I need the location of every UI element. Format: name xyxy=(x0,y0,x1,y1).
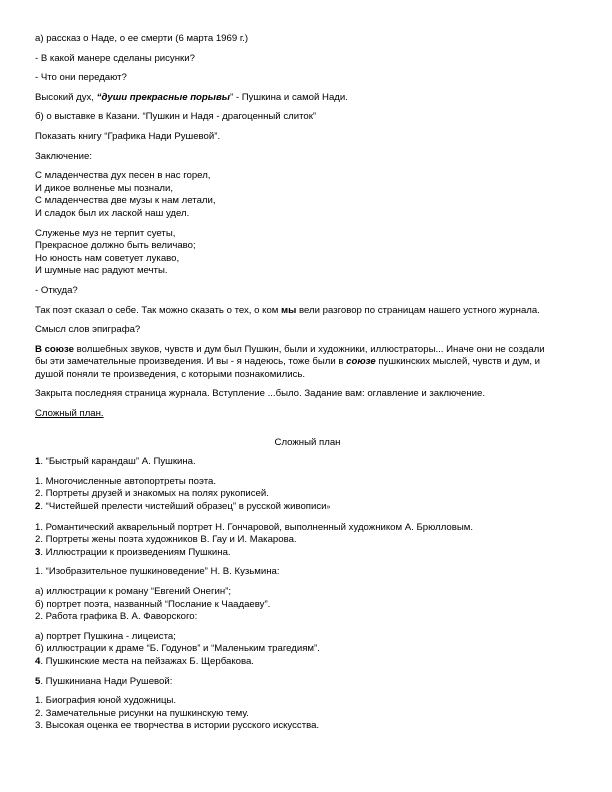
plan-item: а) портрет Пушкина - лицеиста; xyxy=(35,630,176,642)
poem-line: И сладок был их лаской наш удел. xyxy=(35,207,190,219)
plan-section-1 xyxy=(35,456,580,469)
plan-section-3 xyxy=(35,547,580,560)
question-line: - Что они передают? xyxy=(35,72,127,84)
plan-item: а) иллюстрации к роману “Евгений Онегин”; xyxy=(35,586,232,597)
poem-line: И дикое волненье мы познали, xyxy=(35,182,174,194)
plan-item: 1. Многочисленные автопортреты поэта. xyxy=(35,475,216,487)
plan-item: 1. Романтический акварельный портрет Н. Гончаровой, выполненный художником А. Брюлловым. xyxy=(35,521,473,533)
section-number: 4 xyxy=(35,655,41,667)
poem-line: С младенчества две музы к нам летали, xyxy=(35,195,216,207)
text-run: Так поэт сказал о себе. Так можно сказать о тех, о ком xyxy=(35,304,282,316)
text-line: Показать книгу “Графика Нади Рушевой”. xyxy=(35,130,221,142)
section-title: . Пушкиниана Нади Рушевой: xyxy=(40,675,173,687)
plan-item: 3. Высокая оценка ее творчества в истории русского искусства. xyxy=(35,720,320,732)
poem-stanza-1 xyxy=(35,170,580,220)
text-run: пушкинских мыслей, чувств и дум, и xyxy=(375,356,541,368)
text-run: ” - Пушкина и самой Нади. xyxy=(229,91,348,103)
paragraph xyxy=(35,344,580,382)
text-line xyxy=(35,356,580,369)
section-title: . “Чистейшей прелести чистейший образец” в русской живописи xyxy=(40,501,327,513)
poem-line: Прекрасное должно быть величаво; xyxy=(35,240,196,252)
text-line: б) о выставке в Казани. “Пушкин и Надя - драгоценный слиток” xyxy=(35,111,317,123)
plan-item: б) иллюстрации к драме “Б. Годунов” и “Маленьким трагедиям”. xyxy=(35,643,320,655)
section-number: 3 xyxy=(35,546,41,558)
bold-phrase: В союзе xyxy=(35,343,74,355)
section-number: 2 xyxy=(35,501,41,513)
plan-section-5 xyxy=(35,676,580,689)
underlined-link-text xyxy=(35,408,580,421)
section-heading: Заключение: xyxy=(35,150,93,162)
poem-line: Но юность нам советует лукаво, xyxy=(35,252,180,264)
text-run: бы эти замечательные произведения. И вы - я надеюсь, тоже были в xyxy=(35,356,347,368)
document-page xyxy=(35,33,580,733)
plan-title: Сложный план xyxy=(274,436,341,448)
text-run: волшебных звуков, чувств и дум был Пушкин, были и художники, иллюстраторы... Иначе они не создали xyxy=(73,343,545,355)
plan-list xyxy=(35,695,580,733)
text-line: Закрыта последняя страница журнала. Вступление ...было. Задание вам: оглавление и заключение. xyxy=(35,388,485,400)
plan-item: 2. Портреты жены поэта художников В. Гау и И. Макарова. xyxy=(35,534,297,546)
section-number: 5 xyxy=(35,675,41,687)
plan-list xyxy=(35,476,580,515)
plan-item: 2. Портреты друзей и знакомых на полях рукописей. xyxy=(35,488,269,500)
text-line: душой поняли те произведения, с которыми познакомились. xyxy=(35,368,306,380)
plan-section-4 xyxy=(35,656,580,669)
quote-mark: » xyxy=(326,504,331,512)
section-title: . Пушкинские места на пейзажах Б. Щербакова. xyxy=(40,655,254,667)
bold-word: мы xyxy=(281,304,297,316)
plan-item: 1. Биография юной художницы. xyxy=(35,695,177,707)
plan-list xyxy=(35,631,580,669)
plan-item: б) портрет поэта, названный “Послание к Чаадаеву”. xyxy=(35,598,271,610)
poem-line: С младенчества дух песен в нас горел, xyxy=(35,170,211,182)
question-line: Смысл слов эпиграфа? xyxy=(35,324,141,336)
poem-stanza-2 xyxy=(35,228,580,278)
section-number: 1 xyxy=(35,456,41,468)
question-line: - В какой манере сделаны рисунки? xyxy=(35,52,195,64)
plan-list xyxy=(35,586,580,624)
text-run: Высокий дух, xyxy=(35,91,97,103)
text-line: а) рассказ о Наде, о ее смерти (6 марта 1969 г.) xyxy=(35,33,249,44)
poem-line: Служенье муз не терпит суеты, xyxy=(35,227,176,239)
underlined-text: Сложный план. xyxy=(35,408,104,420)
question-line: - Откуда? xyxy=(35,284,78,296)
section-title: . “Быстрый карандаш” А. Пушкина. xyxy=(40,456,196,468)
emphasis-quote: “души прекрасные порывы xyxy=(96,91,230,103)
text-line xyxy=(35,344,580,357)
section-title: . Иллюстрации к произведениям Пушкина. xyxy=(40,546,231,558)
text-run: вели разговор по страницам нашего устного журнала. xyxy=(296,304,540,316)
plan-item: 2. Работа графика В. А. Фаворского: xyxy=(35,611,198,623)
text-line xyxy=(35,92,580,105)
text-line xyxy=(35,305,580,318)
plan-item: 2. Замечательные рисунки на пушкинскую тему. xyxy=(35,707,249,719)
plan-item: 1. “Изобразительное пушкиноведение” Н. В. Кузьмина: xyxy=(35,566,280,578)
poem-line: И шумные нас радуют мечты. xyxy=(35,265,168,277)
plan-list xyxy=(35,522,580,560)
emphasis-word: союзе xyxy=(346,356,376,368)
plan-section-2 xyxy=(35,501,580,515)
